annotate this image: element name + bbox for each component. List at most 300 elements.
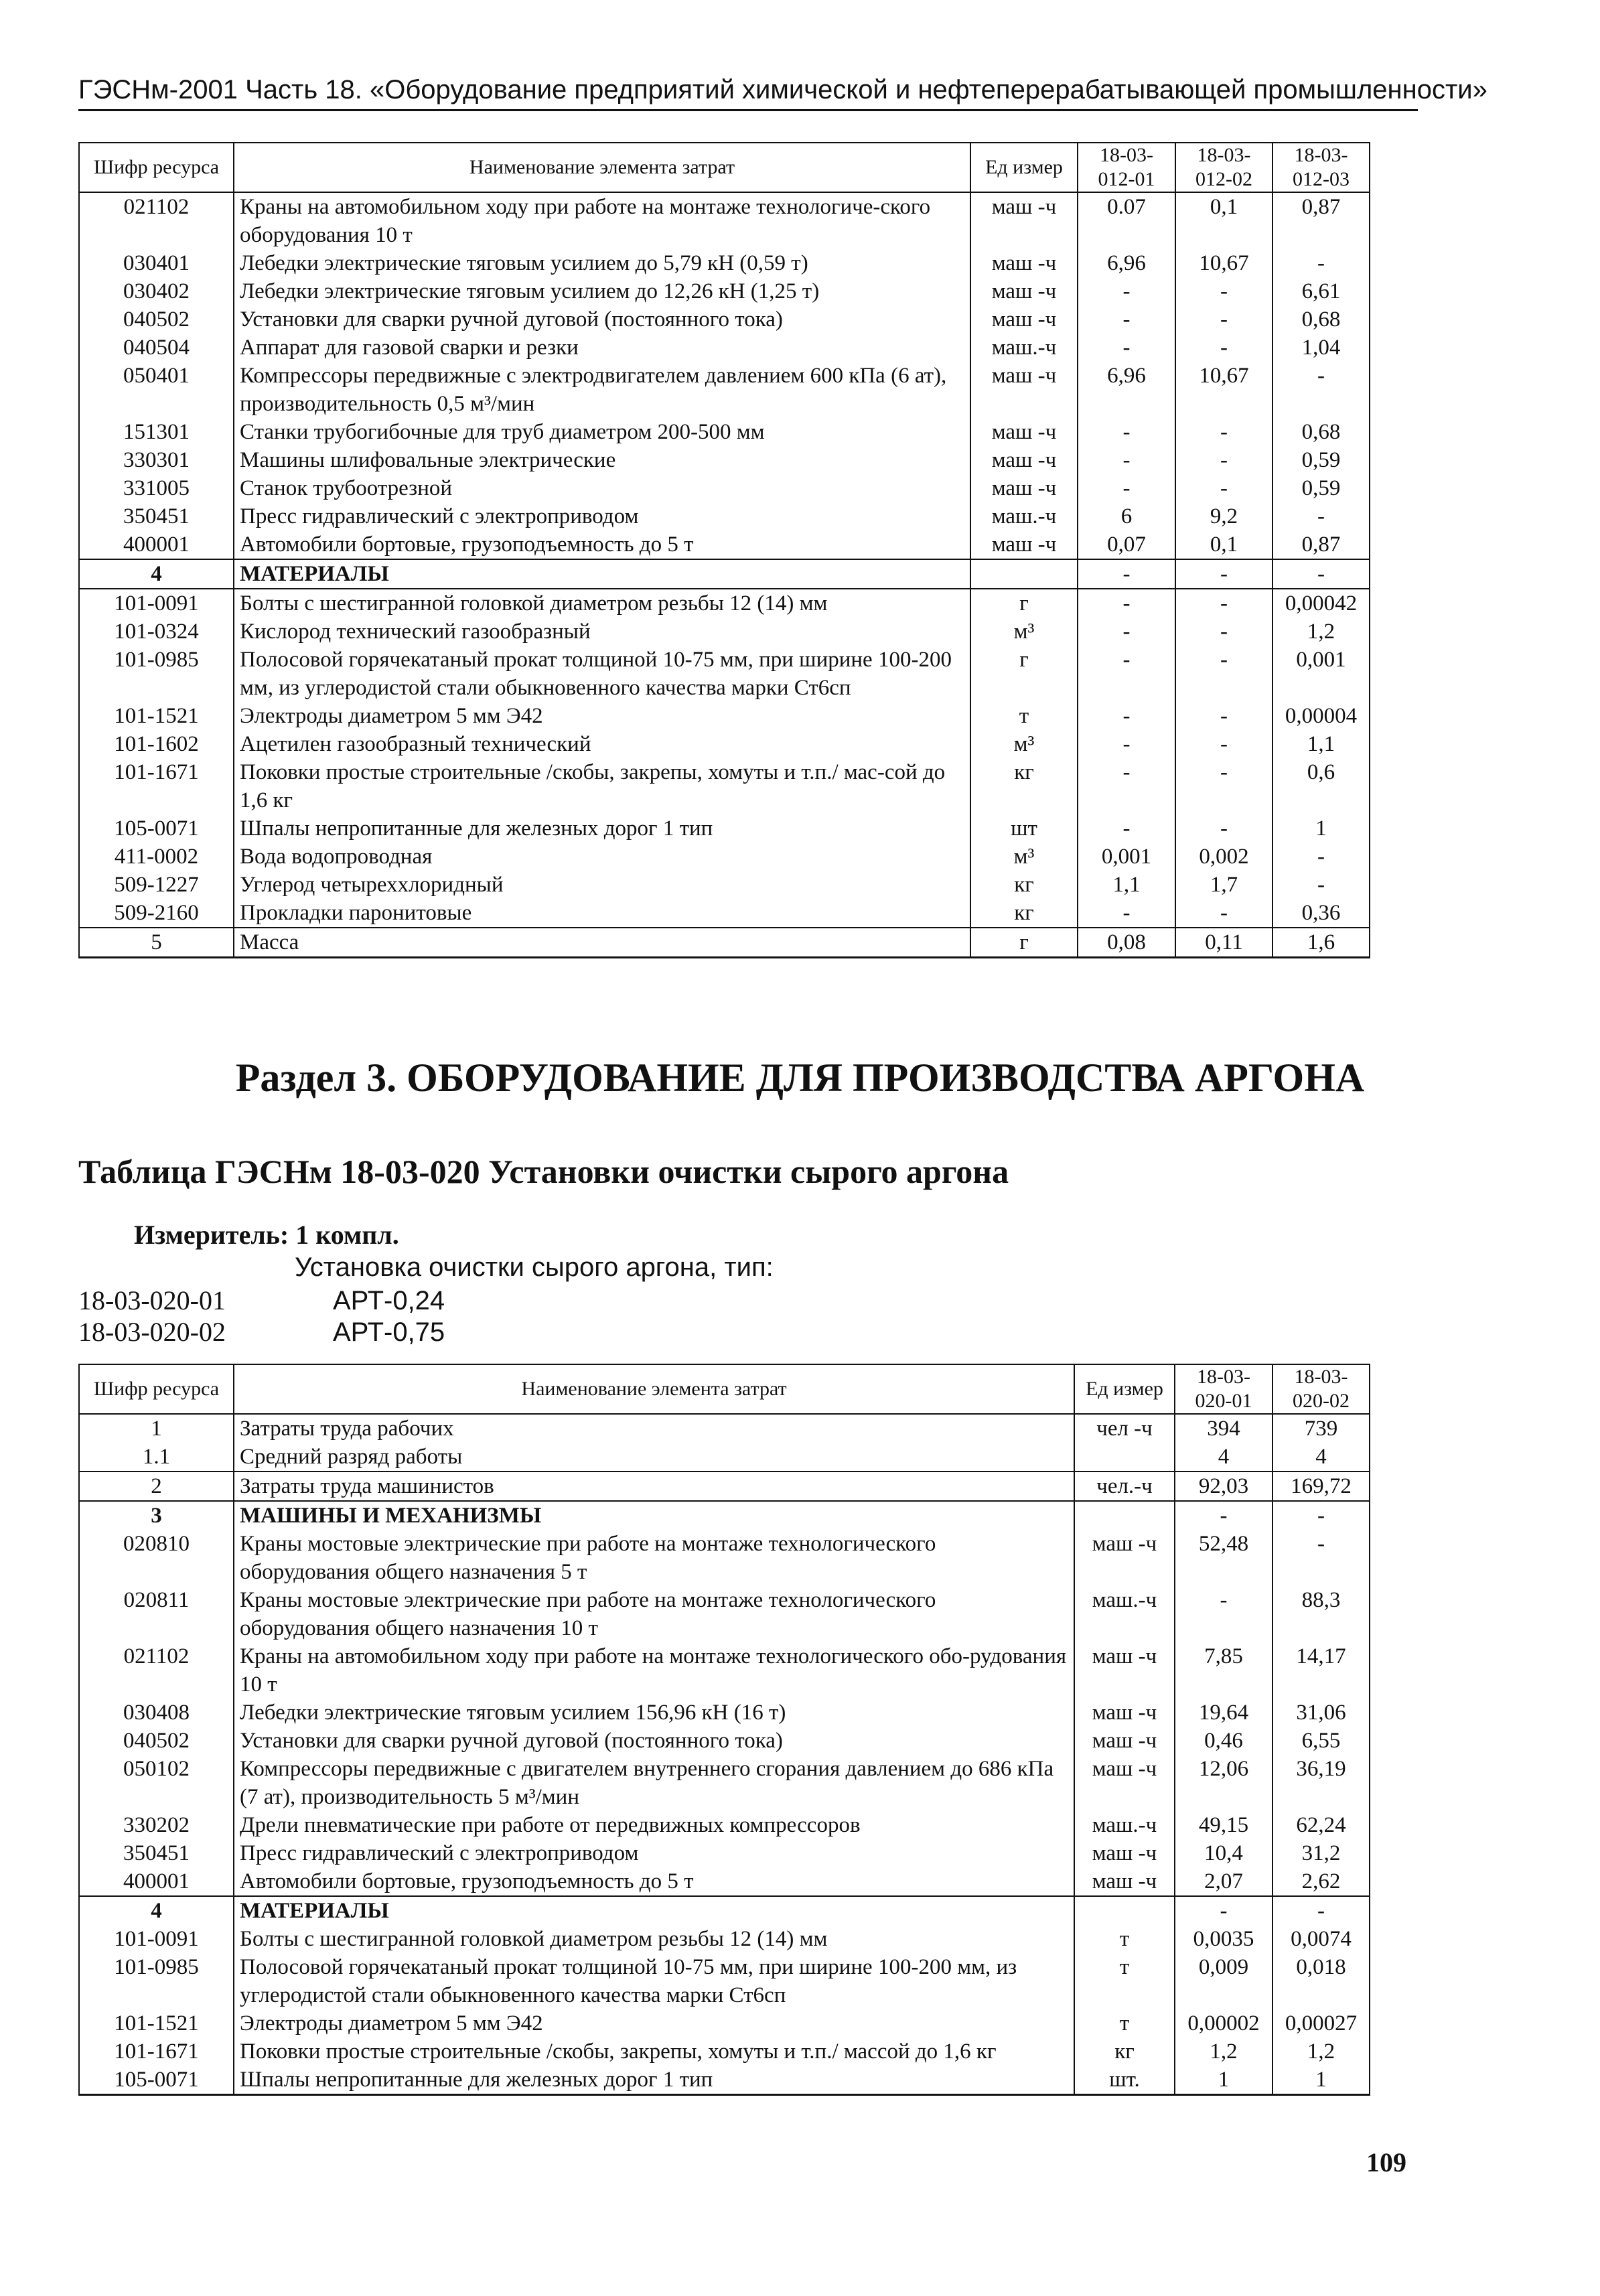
norm-value: 0,6 <box>1272 758 1370 814</box>
resource-name: МАТЕРИАЛЫ <box>234 559 970 589</box>
norm-value: 0,1 <box>1175 530 1272 559</box>
table-row <box>79 1867 1370 1896</box>
resource-name: Автомобили бортовые, грузоподъемность до 5 т <box>234 1867 1074 1896</box>
norm-value: 19,64 <box>1175 1699 1272 1727</box>
unit-cell: маш -ч <box>970 418 1078 446</box>
table-row <box>79 1896 1370 1925</box>
unit-cell <box>1074 1896 1175 1925</box>
norm-value: 0,0074 <box>1272 1925 1370 1953</box>
resource-code: 101-0985 <box>79 646 234 702</box>
resource-code: 350451 <box>79 502 234 530</box>
column-header-code: Шифр ресурса <box>79 1364 234 1414</box>
resource-table-18-03-012 <box>78 142 1370 958</box>
resource-name: Машины шлифовальные электрические <box>234 446 970 474</box>
unit-cell: чел.-ч <box>1074 1472 1175 1501</box>
meter-label: Измеритель: 1 компл. <box>134 1220 399 1250</box>
resource-name: Полосовой горячекатаный прокат толщиной 10-75 мм, при ширине 100-200 мм, из углеродистой стали обыкновенного качества марки Ст6сп <box>234 646 970 702</box>
resource-table-18-03-020 <box>78 1364 1370 2096</box>
norm-value: 0,00042 <box>1272 589 1370 618</box>
resource-name: Станки трубогибочные для труб диаметром 200-500 мм <box>234 418 970 446</box>
table-row <box>79 474 1370 502</box>
norm-value: - <box>1078 559 1175 589</box>
resource-name: Краны на автомобильном ходу при работе на монтаже технологического обо-рудования 10 т <box>234 1642 1074 1699</box>
resource-name: Краны на автомобильном ходу при работе на монтаже технологиче-ского оборудования 10 т <box>234 192 970 249</box>
unit-cell: кг <box>1074 2037 1175 2066</box>
table-row <box>79 1839 1370 1867</box>
column-header-norm: 18-03-012-02 <box>1175 143 1272 192</box>
norm-value: - <box>1078 334 1175 362</box>
norm-value: 6,55 <box>1272 1727 1370 1755</box>
norm-value: - <box>1175 758 1272 814</box>
resource-name: Станок трубоотрезной <box>234 474 970 502</box>
unit-cell: маш.-ч <box>970 502 1078 530</box>
norm-value: 0,36 <box>1272 899 1370 928</box>
norm-value: 2,62 <box>1272 1867 1370 1896</box>
unit-cell: т <box>1074 1953 1175 2009</box>
norm-value: - <box>1078 474 1175 502</box>
variants-heading: Установка очистки сырого аргона, тип: <box>295 1252 774 1282</box>
resource-code: 030408 <box>79 1699 234 1727</box>
norm-value: 0,001 <box>1272 646 1370 702</box>
resource-code: 101-1671 <box>79 758 234 814</box>
unit-cell: маш.-ч <box>1074 1811 1175 1839</box>
norm-value: - <box>1078 702 1175 730</box>
norm-value: - <box>1175 618 1272 646</box>
unit-cell: чел -ч <box>1074 1414 1175 1443</box>
table-row <box>79 928 1370 958</box>
resource-name: Компрессоры передвижные с двигателем внутреннего сгорания давлением до 686 кПа (7 ат), производительность 5 м³/мин <box>234 1755 1074 1811</box>
resource-code: 021102 <box>79 192 234 249</box>
norm-value: - <box>1175 305 1272 334</box>
resource-name: Автомобили бортовые, грузоподъемность до 5 т <box>234 530 970 559</box>
table-row <box>79 2009 1370 2037</box>
resource-name: Электроды диаметром 5 мм Э42 <box>234 2009 1074 2037</box>
table-row <box>79 446 1370 474</box>
resource-name: Вода водопроводная <box>234 843 970 871</box>
unit-cell: маш -ч <box>970 446 1078 474</box>
norm-value: 7,85 <box>1175 1642 1272 1699</box>
unit-cell <box>1074 1443 1175 1472</box>
table-row <box>79 1727 1370 1755</box>
norm-value: 0,00004 <box>1272 702 1370 730</box>
resource-code: 040502 <box>79 305 234 334</box>
table-row <box>79 618 1370 646</box>
norm-value: - <box>1175 1896 1272 1925</box>
resource-name: Установки для сварки ручной дуговой (постоянного тока) <box>234 305 970 334</box>
norm-value: 1,04 <box>1272 334 1370 362</box>
norm-value: - <box>1175 1586 1272 1642</box>
norm-value: 0,00002 <box>1175 2009 1272 2037</box>
norm-value: 1,6 <box>1272 928 1370 958</box>
norm-value: 62,24 <box>1272 1811 1370 1839</box>
norm-value: - <box>1078 899 1175 928</box>
norm-value: 1,7 <box>1175 871 1272 899</box>
norm-value: 0,59 <box>1272 474 1370 502</box>
norm-value: - <box>1078 446 1175 474</box>
norm-value: - <box>1175 814 1272 843</box>
norm-value: - <box>1078 418 1175 446</box>
unit-cell: маш -ч <box>1074 1642 1175 1699</box>
table-row <box>79 1443 1370 1472</box>
resource-name: Затраты труда рабочих <box>234 1414 1074 1443</box>
norm-value: 0,87 <box>1272 192 1370 249</box>
resource-code: 400001 <box>79 1867 234 1896</box>
norm-value: 14,17 <box>1272 1642 1370 1699</box>
norm-value: - <box>1078 618 1175 646</box>
unit-cell: г <box>970 646 1078 702</box>
resource-name: Лебедки электрические тяговым усилием до 5,79 кН (0,59 т) <box>234 249 970 277</box>
resource-code: 411-0002 <box>79 843 234 871</box>
norm-value: - <box>1272 249 1370 277</box>
norm-value: - <box>1175 646 1272 702</box>
variant-code: 18-03-020-02 <box>78 1317 226 1347</box>
norm-value: 36,19 <box>1272 1755 1370 1811</box>
unit-cell: маш -ч <box>970 192 1078 249</box>
norm-value: - <box>1272 843 1370 871</box>
unit-cell: маш -ч <box>970 277 1078 305</box>
norm-value: 0,68 <box>1272 418 1370 446</box>
unit-cell: маш -ч <box>970 249 1078 277</box>
table-row <box>79 646 1370 702</box>
unit-cell: маш -ч <box>1074 1839 1175 1867</box>
norm-value: 1,1 <box>1272 730 1370 758</box>
norm-value: 0,07 <box>1078 530 1175 559</box>
resource-code: 020810 <box>79 1530 234 1586</box>
norm-value: - <box>1175 334 1272 362</box>
table-row <box>79 334 1370 362</box>
norm-value: 0,002 <box>1175 843 1272 871</box>
table-row <box>79 305 1370 334</box>
unit-cell: т <box>1074 1925 1175 1953</box>
resource-name: Шпалы непропитанные для железных дорог 1 тип <box>234 2066 1074 2095</box>
norm-value: - <box>1078 589 1175 618</box>
norm-value: 0,0035 <box>1175 1925 1272 1953</box>
table-row <box>79 758 1370 814</box>
page-header: ГЭСНм-2001 Часть 18. «Оборудование предприятий химической и нефтеперерабатывающей промышленности» <box>78 75 1418 111</box>
unit-cell: маш -ч <box>970 474 1078 502</box>
resource-code: 101-0091 <box>79 1925 234 1953</box>
unit-cell: шт. <box>1074 2066 1175 2095</box>
table-row <box>79 1953 1370 2009</box>
table-header-row <box>79 143 1370 192</box>
resource-code: 331005 <box>79 474 234 502</box>
resource-code: 330301 <box>79 446 234 474</box>
table-row <box>79 249 1370 277</box>
table-row <box>79 418 1370 446</box>
norm-value: - <box>1272 1501 1370 1530</box>
norm-value: 2,07 <box>1175 1867 1272 1896</box>
resource-name: Краны мостовые электрические при работе на монтаже технологического оборудования общего назначения 5 т <box>234 1530 1074 1586</box>
unit-cell: м³ <box>970 730 1078 758</box>
unit-cell: маш -ч <box>1074 1699 1175 1727</box>
resource-code: 040502 <box>79 1727 234 1755</box>
norm-value: 0,018 <box>1272 1953 1370 2009</box>
norm-value: 10,67 <box>1175 362 1272 418</box>
unit-cell: г <box>970 928 1078 958</box>
table-row <box>79 559 1370 589</box>
norm-value: 6 <box>1078 502 1175 530</box>
unit-cell: маш -ч <box>1074 1727 1175 1755</box>
norm-value: 31,2 <box>1272 1839 1370 1867</box>
norm-value: - <box>1272 362 1370 418</box>
norm-value: - <box>1078 730 1175 758</box>
unit-cell <box>1074 1501 1175 1530</box>
variant-line <box>78 1316 445 1348</box>
norm-value: - <box>1078 814 1175 843</box>
column-header-unit: Ед измер <box>970 143 1078 192</box>
unit-cell: кг <box>970 899 1078 928</box>
norm-value: 0,68 <box>1272 305 1370 334</box>
norm-value: 1 <box>1272 814 1370 843</box>
table-row <box>79 1811 1370 1839</box>
unit-cell: м³ <box>970 843 1078 871</box>
norm-value: 12,06 <box>1175 1755 1272 1811</box>
page-number: 109 <box>1366 2147 1406 2177</box>
norm-value: 1,1 <box>1078 871 1175 899</box>
unit-cell: т <box>970 702 1078 730</box>
resource-name: Полосовой горячекатаный прокат толщиной 10-75 мм, при ширине 100-200 мм, из углеродистой стали обыкновенного качества марки Ст6сп <box>234 1953 1074 2009</box>
section-title: Раздел 3. ОБОРУДОВАНИЕ ДЛЯ ПРОИЗВОДСТВА АРГОНА <box>235 1056 1365 1100</box>
norm-value: 394 <box>1175 1414 1272 1443</box>
norm-value: 31,06 <box>1272 1699 1370 1727</box>
resource-code: 3 <box>79 1501 234 1530</box>
norm-value: 0,87 <box>1272 530 1370 559</box>
resource-code: 2 <box>79 1472 234 1501</box>
norm-value: 1,2 <box>1175 2037 1272 2066</box>
unit-cell <box>970 559 1078 589</box>
column-header-name: Наименование элемента затрат <box>234 1364 1074 1414</box>
norm-value: 0,009 <box>1175 1953 1272 2009</box>
norm-value: - <box>1078 277 1175 305</box>
resource-name: Аппарат для газовой сварки и резки <box>234 334 970 362</box>
norm-value: - <box>1175 277 1272 305</box>
resource-code: 1.1 <box>79 1443 234 1472</box>
unit-cell: маш.-ч <box>1074 1586 1175 1642</box>
table-row <box>79 871 1370 899</box>
resource-code: 021102 <box>79 1642 234 1699</box>
norm-value: - <box>1078 305 1175 334</box>
column-header-unit: Ед измер <box>1074 1364 1175 1414</box>
norm-value: 4 <box>1175 1443 1272 1472</box>
resource-name: Дрели пневматические при работе от передвижных компрессоров <box>234 1811 1074 1839</box>
table-row <box>79 1414 1370 1443</box>
norm-value: 0,46 <box>1175 1727 1272 1755</box>
table-row <box>79 589 1370 618</box>
resource-code: 105-0071 <box>79 2066 234 2095</box>
resource-name: Установки для сварки ручной дуговой (постоянного тока) <box>234 1727 1074 1755</box>
table-row <box>79 2066 1370 2095</box>
resource-name: Компрессоры передвижные с электродвигателем давлением 600 кПа (6 ат), производительность 0,5 м³/мин <box>234 362 970 418</box>
unit-cell: маш -ч <box>970 362 1078 418</box>
norm-value: 10,67 <box>1175 249 1272 277</box>
resource-code: 101-1602 <box>79 730 234 758</box>
norm-value: 0,1 <box>1175 192 1272 249</box>
norm-value: 88,3 <box>1272 1586 1370 1642</box>
norm-value: 6,61 <box>1272 277 1370 305</box>
norm-value: - <box>1175 1501 1272 1530</box>
table-row <box>79 1586 1370 1642</box>
norm-value: - <box>1078 646 1175 702</box>
norm-value: 49,15 <box>1175 1811 1272 1839</box>
table-row <box>79 1755 1370 1811</box>
table-row <box>79 277 1370 305</box>
unit-cell: маш -ч <box>970 305 1078 334</box>
norm-value: 0,001 <box>1078 843 1175 871</box>
resource-name: Затраты труда машинистов <box>234 1472 1074 1501</box>
norm-value: - <box>1175 899 1272 928</box>
norm-value: - <box>1175 589 1272 618</box>
norm-value: - <box>1175 418 1272 446</box>
resource-name: Прокладки паронитовые <box>234 899 970 928</box>
column-header-norm: 18-03-012-03 <box>1272 143 1370 192</box>
norm-value: 4 <box>1272 1443 1370 1472</box>
resource-code: 050401 <box>79 362 234 418</box>
unit-cell: шт <box>970 814 1078 843</box>
resource-code: 400001 <box>79 530 234 559</box>
unit-cell: м³ <box>970 618 1078 646</box>
table-row <box>79 1472 1370 1501</box>
resource-name: Лебедки электрические тяговым усилием до 12,26 кН (1,25 т) <box>234 277 970 305</box>
resource-code: 4 <box>79 559 234 589</box>
resource-code: 050102 <box>79 1755 234 1811</box>
resource-name: Углерод четыреххлоридный <box>234 871 970 899</box>
norm-value: 92,03 <box>1175 1472 1272 1501</box>
norm-value: - <box>1175 730 1272 758</box>
unit-cell: маш -ч <box>1074 1867 1175 1896</box>
norm-value: 1,2 <box>1272 2037 1370 2066</box>
table-row <box>79 1530 1370 1586</box>
table-row <box>79 192 1370 249</box>
unit-cell: маш -ч <box>1074 1755 1175 1811</box>
table-row <box>79 1699 1370 1727</box>
table-row <box>79 1501 1370 1530</box>
column-header-norm: 18-03-012-01 <box>1078 143 1175 192</box>
variant-line <box>78 1285 445 1316</box>
table-row <box>79 2037 1370 2066</box>
table-row <box>79 530 1370 559</box>
resource-code: 020811 <box>79 1586 234 1642</box>
norm-value: - <box>1175 446 1272 474</box>
table-header-row <box>79 1364 1370 1414</box>
resource-name: Кислород технический газообразный <box>234 618 970 646</box>
norm-value: 10,4 <box>1175 1839 1272 1867</box>
resource-code: 5 <box>79 928 234 958</box>
resource-code: 151301 <box>79 418 234 446</box>
resource-code: 030401 <box>79 249 234 277</box>
resource-code: 030402 <box>79 277 234 305</box>
resource-name: Болты с шестигранной головкой диаметром резьбы 12 (14) мм <box>234 1925 1074 1953</box>
table-row <box>79 814 1370 843</box>
norm-value: 739 <box>1272 1414 1370 1443</box>
norm-value: - <box>1272 1896 1370 1925</box>
resource-name: Поковки простые строительные /скобы, закрепы, хомуты и т.п./ мас-сой до 1,6 кг <box>234 758 970 814</box>
resource-code: 105-0071 <box>79 814 234 843</box>
resource-code: 350451 <box>79 1839 234 1867</box>
unit-cell: маш -ч <box>1074 1530 1175 1586</box>
norm-value: 169,72 <box>1272 1472 1370 1501</box>
resource-code: 1 <box>79 1414 234 1443</box>
norm-value: 0,11 <box>1175 928 1272 958</box>
variant-type: АРТ-0,24 <box>333 1286 445 1315</box>
resource-code: 040504 <box>79 334 234 362</box>
table-row <box>79 362 1370 418</box>
resource-name: МАТЕРИАЛЫ <box>234 1896 1074 1925</box>
unit-cell: маш -ч <box>970 530 1078 559</box>
resource-name: Пресс гидравлический с электроприводом <box>234 1839 1074 1867</box>
unit-cell: кг <box>970 758 1078 814</box>
resource-name: Электроды диаметром 5 мм Э42 <box>234 702 970 730</box>
norm-value: 9,2 <box>1175 502 1272 530</box>
norm-value: - <box>1272 502 1370 530</box>
resource-code: 101-1671 <box>79 2037 234 2066</box>
resource-name: Краны мостовые электрические при работе на монтаже технологического оборудования общего назначения 10 т <box>234 1586 1074 1642</box>
resource-code: 101-1521 <box>79 702 234 730</box>
resource-name: Лебедки электрические тяговым усилием 156,96 кН (16 т) <box>234 1699 1074 1727</box>
resource-name: Масса <box>234 928 970 958</box>
norm-value: 0,59 <box>1272 446 1370 474</box>
resource-name: МАШИНЫ И МЕХАНИЗМЫ <box>234 1501 1074 1530</box>
unit-cell: г <box>970 589 1078 618</box>
resource-code: 101-0091 <box>79 589 234 618</box>
norm-value: 6,96 <box>1078 362 1175 418</box>
resource-name: Средний разряд работы <box>234 1443 1074 1472</box>
unit-cell: кг <box>970 871 1078 899</box>
unit-cell: т <box>1074 2009 1175 2037</box>
resource-code: 330202 <box>79 1811 234 1839</box>
resource-code: 509-2160 <box>79 899 234 928</box>
table-title: Таблица ГЭСНм 18-03-020 Установки очистки сырого аргона <box>78 1153 1009 1190</box>
norm-value: 0.07 <box>1078 192 1175 249</box>
variant-type: АРТ-0,75 <box>333 1317 445 1347</box>
norm-value: - <box>1175 702 1272 730</box>
table-row <box>79 843 1370 871</box>
column-header-norm: 18-03-020-02 <box>1272 1364 1370 1414</box>
table-row <box>79 502 1370 530</box>
norm-value: - <box>1272 559 1370 589</box>
norm-value: 0,08 <box>1078 928 1175 958</box>
resource-name: Пресс гидравлический с электроприводом <box>234 502 970 530</box>
norm-value: - <box>1078 758 1175 814</box>
resource-code: 101-0985 <box>79 1953 234 2009</box>
table-row <box>79 1642 1370 1699</box>
resource-code: 101-1521 <box>79 2009 234 2037</box>
resource-name: Шпалы непропитанные для железных дорог 1 тип <box>234 814 970 843</box>
column-header-norm: 18-03-020-01 <box>1175 1364 1272 1414</box>
resource-code: 509-1227 <box>79 871 234 899</box>
unit-cell: маш.-ч <box>970 334 1078 362</box>
table-row <box>79 730 1370 758</box>
norm-value: 0,00027 <box>1272 2009 1370 2037</box>
column-header-name: Наименование элемента затрат <box>234 143 970 192</box>
resource-code: 4 <box>79 1896 234 1925</box>
resource-name: Ацетилен газообразный технический <box>234 730 970 758</box>
resource-name: Поковки простые строительные /скобы, закрепы, хомуты и т.п./ массой до 1,6 кг <box>234 2037 1074 2066</box>
norm-value: - <box>1272 871 1370 899</box>
column-header-code: Шифр ресурса <box>79 143 234 192</box>
norm-value: - <box>1175 474 1272 502</box>
table-row <box>79 1925 1370 1953</box>
norm-value: - <box>1175 559 1272 589</box>
norm-value: 1 <box>1272 2066 1370 2095</box>
norm-value: 6,96 <box>1078 249 1175 277</box>
norm-value: 52,48 <box>1175 1530 1272 1586</box>
resource-code: 101-0324 <box>79 618 234 646</box>
norm-value: 1 <box>1175 2066 1272 2095</box>
variant-code: 18-03-020-01 <box>78 1285 226 1315</box>
table-row <box>79 702 1370 730</box>
table-row <box>79 899 1370 928</box>
norm-value: - <box>1272 1530 1370 1586</box>
